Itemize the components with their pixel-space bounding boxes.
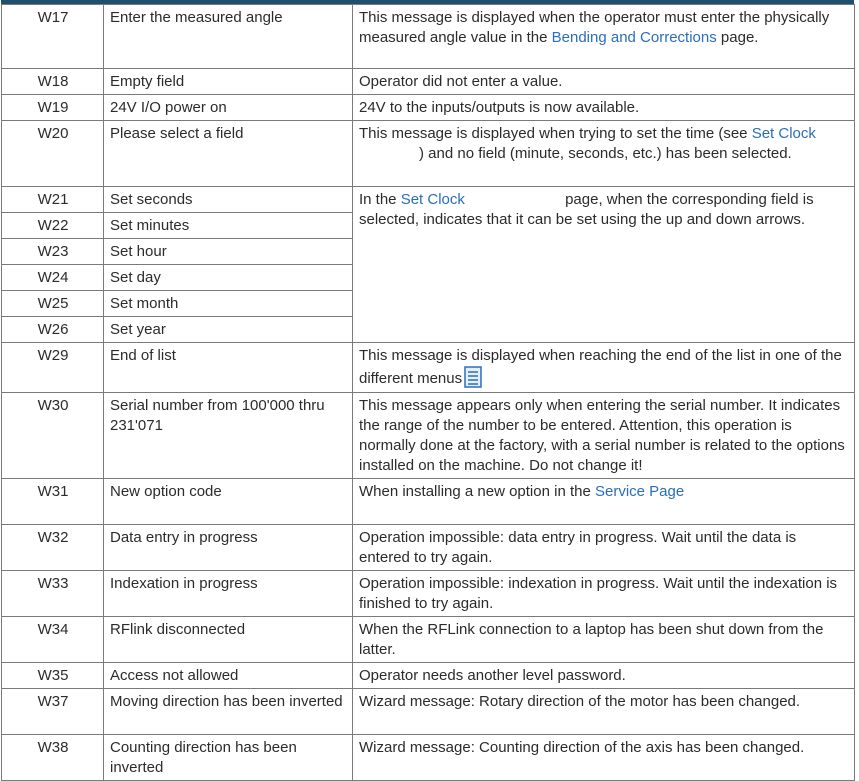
code-cell: W38 — [2, 735, 104, 781]
message-cell: Enter the measured angle — [104, 5, 353, 69]
warning-messages-table — [1, 4, 855, 781]
description-cell: Operator needs another level password. — [353, 663, 855, 689]
description-cell: In the Set Clock page, when the corresponding field is selected, indicates that it can be set using the up and down arrows. — [353, 187, 855, 343]
code-cell: W26 — [2, 317, 104, 343]
table-row — [2, 571, 855, 617]
code-cell: W25 — [2, 291, 104, 317]
description-cell: This message is displayed when trying to set the time (see Set Clock) and no field (minute, seconds, etc.) has been selected. — [353, 121, 855, 187]
description-cell: Operator did not enter a value. — [353, 69, 855, 95]
code-cell: W30 — [2, 393, 104, 479]
code-cell: W31 — [2, 479, 104, 525]
message-cell: Indexation in progress — [104, 571, 353, 617]
message-cell: Set year — [104, 317, 353, 343]
list-icon — [464, 366, 482, 388]
service-page-link[interactable]: Service Page — [594, 483, 685, 500]
code-cell: W32 — [2, 525, 104, 571]
code-cell: W17 — [2, 5, 104, 69]
table-row — [2, 479, 855, 525]
message-cell: Access not allowed — [104, 663, 353, 689]
code-cell: W18 — [2, 69, 104, 95]
message-cell: New option code — [104, 479, 353, 525]
description-cell: This message is displayed when reaching the end of the list in one of the different menus — [353, 343, 855, 393]
message-cell: Empty field — [104, 69, 353, 95]
description-cell: When installing a new option in the Service Page — [353, 479, 855, 525]
message-cell: 24V I/O power on — [104, 95, 353, 121]
message-cell: Serial number from 100'000 thru 231'071 — [104, 393, 353, 479]
message-cell: Set day — [104, 265, 353, 291]
table-row — [2, 689, 855, 735]
code-cell: W21 — [2, 187, 104, 213]
code-cell: W23 — [2, 239, 104, 265]
description-cell: Operation impossible: indexation in progress. Wait until the indexation is finished to try again. — [353, 571, 855, 617]
code-cell: W24 — [2, 265, 104, 291]
table-row — [2, 525, 855, 571]
description-cell: This message is displayed when the operator must enter the physically measured angle value in the Bending and Corrections page. — [353, 5, 855, 69]
set-clock-link[interactable]: Set Clock — [751, 125, 816, 142]
code-cell: W19 — [2, 95, 104, 121]
message-cell: Counting direction has been inverted — [104, 735, 353, 781]
description-cell: Wizard message: Rotary direction of the motor has been changed. — [353, 689, 855, 735]
table-row — [2, 95, 855, 121]
code-cell: W34 — [2, 617, 104, 663]
code-cell: W20 — [2, 121, 104, 187]
message-cell: Set minutes — [104, 213, 353, 239]
message-cell: Set month — [104, 291, 353, 317]
set-clock-link[interactable]: Set Clock — [400, 191, 465, 208]
code-cell: W35 — [2, 663, 104, 689]
message-cell: Data entry in progress — [104, 525, 353, 571]
table-row — [2, 617, 855, 663]
message-cell: Set hour — [104, 239, 353, 265]
description-cell: Wizard message: Counting direction of the axis has been changed. — [353, 735, 855, 781]
message-cell: Moving direction has been inverted — [104, 689, 353, 735]
table-row — [2, 343, 855, 393]
code-cell: W33 — [2, 571, 104, 617]
table-row — [2, 393, 855, 479]
table-row — [2, 735, 855, 781]
table-row — [2, 5, 855, 69]
description-cell: 24V to the inputs/outputs is now available. — [353, 95, 855, 121]
description-cell: Operation impossible: data entry in progress. Wait until the data is entered to try again. — [353, 525, 855, 571]
message-cell: End of list — [104, 343, 353, 393]
table-row — [2, 69, 855, 95]
code-cell: W22 — [2, 213, 104, 239]
message-cell: Please select a field — [104, 121, 353, 187]
message-cell: Set seconds — [104, 187, 353, 213]
code-cell: W29 — [2, 343, 104, 393]
description-cell: This message appears only when entering the serial number. It indicates the range of the number to be entered. Attention, this operation is normally done at the factory, with a serial number is related to the options installed on the machine. Do not change it! — [353, 393, 855, 479]
code-cell: W37 — [2, 689, 104, 735]
table-row — [2, 663, 855, 689]
table-row — [2, 187, 855, 213]
table-row — [2, 121, 855, 187]
description-cell: When the RFLink connection to a laptop has been shut down from the latter. — [353, 617, 855, 663]
bending-corrections-link[interactable]: Bending and Corrections — [551, 29, 717, 46]
message-cell: RFlink disconnected — [104, 617, 353, 663]
